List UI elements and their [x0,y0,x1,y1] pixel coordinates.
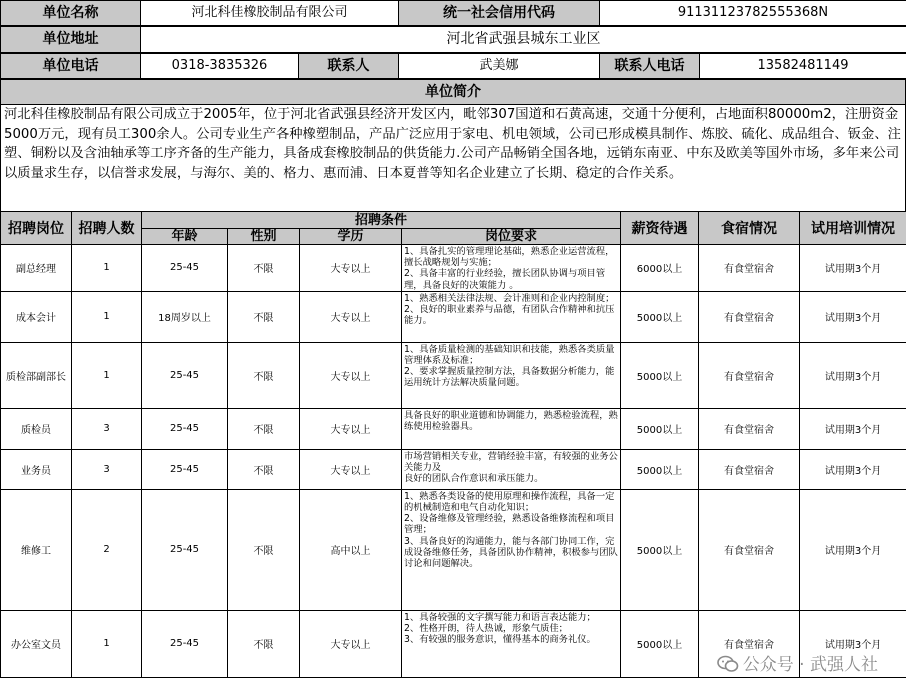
job-requirements [402,449,621,489]
job-requirements [402,610,621,677]
job-position: 维修工 [1,489,72,610]
company-phone: 0318-3835326 [141,54,299,79]
job-row [1,489,906,610]
job-salary: 5000以上 [621,449,699,489]
job-gender: 不限 [228,245,300,292]
job-gender: 不限 [228,291,300,342]
company-intro-table [0,79,906,212]
requirement-line: 1、具备质量检测的基础知识和技能，熟悉各类质量管理体系及标准； [404,343,615,367]
job-training: 试用期3个月 [800,610,906,677]
job-lodging: 有食堂宿舍 [699,342,800,408]
job-lodging: 有食堂宿舍 [699,291,800,342]
intro-title: 单位简介 [1,80,906,105]
job-education: 高中以上 [300,489,402,610]
job-education: 大专以上 [300,342,402,408]
contact-phone: 13582481149 [700,54,906,79]
job-salary: 6000以上 [621,245,699,292]
job-gender: 不限 [228,408,300,449]
requirement-line: 市场营销相关专业，营销经验丰富，有较强的业务公关能力及 [404,450,618,474]
col-training: 试用培训情况 [800,212,906,245]
job-education: 大专以上 [300,610,402,677]
contact-phone-label: 联系人电话 [600,54,700,79]
job-education: 大专以上 [300,245,402,292]
job-requirements [402,489,621,610]
job-lodging: 有食堂宿舍 [699,449,800,489]
jobs-table [0,211,906,678]
col-position: 招聘岗位 [1,212,72,245]
requirement-line: 1、熟悉各类设备的使用原理和操作流程，具备一定的机械制造和电气自动化知识； [404,490,615,514]
requirement-line: 具备良好的职业道德和协调能力，熟悉检验流程，熟练使用检验器具。 [404,409,618,433]
job-count: 3 [72,408,142,449]
job-position: 质检部副部长 [1,342,72,408]
col-age: 年龄 [142,229,228,245]
job-lodging: 有食堂宿舍 [699,489,800,610]
credit-code: 91131123782555368N [600,1,906,26]
job-training: 试用期3个月 [800,245,906,292]
requirement-line: 2、设备维修及管理经验，熟悉设备维修流程和项目管理； [404,513,615,536]
requirement-line: 2、性格开朗，待人热诚，形象气质佳； [404,623,568,635]
job-position: 成本会计 [1,291,72,342]
wechat-icon [717,655,739,673]
job-salary: 5000以上 [621,408,699,449]
watermark-text: 公众号 · 武强人社 [742,655,878,675]
job-row [1,408,906,449]
company-address: 河北省武强县城东工业区 [141,27,906,53]
job-age: 25-45 [142,245,228,292]
col-education: 学历 [300,229,402,245]
job-position: 业务员 [1,449,72,489]
address-label: 单位地址 [1,27,141,53]
intro-text: 河北科佳橡胶制品有限公司成立于2005年，位于河北省武强县经济开发区内，毗邻307国道和石黄高速，交通十分便利，占地面积80000m2，注册资金5000万元，现有员工300余人。公司专业生产各种橡塑制品，产品广泛应用于家电、机电领域，公司已形成模具制作、炼胶、硫化、成品组合、钣金、注塑、铜粉以及含油轴承等工序齐备的生产能力，具备成套橡胶制品的供货能力.公司产品畅销全国各地，远销东南亚、中东及欧美等国外市场，多年来公司以质量求生存，以信誉求发展，与海尔、美的、格力、惠而浦、日本夏普等知名企业建立了长期、稳定的合作关系。 [1,105,906,212]
requirement-line: 良好的团队合作意识和承压能力。 [404,473,544,485]
job-salary: 5000以上 [621,489,699,610]
job-requirements [402,408,621,449]
job-count: 1 [72,342,142,408]
job-count: 2 [72,489,142,610]
job-age: 25-45 [142,489,228,610]
requirement-line: 1、具备较强的文字撰写能力和语言表达能力； [404,611,596,623]
contact-label: 联系人 [299,54,399,79]
job-age: 25-45 [142,342,228,408]
requirement-line: 3、有较强的服务意识，懂得基本的商务礼仪。 [404,634,596,646]
job-training: 试用期3个月 [800,291,906,342]
job-salary: 5000以上 [621,342,699,408]
job-education: 大专以上 [300,291,402,342]
job-training: 试用期3个月 [800,408,906,449]
job-lodging: 有食堂宿舍 [699,610,800,677]
watermark [717,650,878,675]
job-requirements [402,342,621,408]
job-requirements [402,291,621,342]
job-education: 大专以上 [300,449,402,489]
job-row [1,449,906,489]
job-training: 试用期3个月 [800,449,906,489]
job-education: 大专以上 [300,408,402,449]
job-row [1,342,906,408]
job-requirements [402,245,621,292]
col-conditions: 招聘条件 [142,212,621,229]
job-count: 3 [72,449,142,489]
job-gender: 不限 [228,610,300,677]
company-name-label: 单位名称 [1,1,141,26]
job-age: 18周岁以上 [142,291,228,342]
col-requirements: 岗位要求 [402,229,621,245]
job-position: 副总经理 [1,245,72,292]
col-salary: 薪资待遇 [621,212,699,245]
job-count: 1 [72,245,142,292]
job-lodging: 有食堂宿舍 [699,408,800,449]
job-training: 试用期3个月 [800,342,906,408]
job-position: 质检员 [1,408,72,449]
company-address-table [0,26,906,53]
contact-name: 武美娜 [399,54,600,79]
requirement-line: 2、良好的职业素养与品德，有团队合作精神和抗压能力。 [404,304,615,327]
company-contact-table [0,53,906,79]
job-training: 试用期3个月 [800,489,906,610]
job-count: 1 [72,291,142,342]
job-gender: 不限 [228,342,300,408]
job-row [1,291,906,342]
company-info-table [0,0,906,26]
job-gender: 不限 [228,489,300,610]
col-lodging: 食宿情况 [699,212,800,245]
job-salary: 5000以上 [621,610,699,677]
phone-label: 单位电话 [1,54,141,79]
job-count: 1 [72,610,142,677]
credit-code-label: 统一社会信用代码 [399,1,600,26]
job-age: 25-45 [142,449,228,489]
job-gender: 不限 [228,449,300,489]
requirement-line: 2、具备丰富的行业经验，擅长团队协调与项目管理，具备良好的决策能力 。 [404,268,606,291]
requirement-line: 2、要求掌握质量控制方法，具备数据分析能力，能运用统计方法解决质量问题。 [404,366,615,389]
col-gender: 性别 [228,229,300,245]
job-age: 25-45 [142,610,228,677]
job-position: 办公室文员 [1,610,72,677]
job-row [1,245,906,292]
job-lodging: 有食堂宿舍 [699,245,800,292]
company-name: 河北科佳橡胶制品有限公司 [141,1,399,26]
requirement-line: 1、具备扎实的管理理论基础，熟悉企业运营流程，擅长战略规划与实施； [404,246,615,269]
requirement-line: 1、熟悉相关法律法规、会计准则和企业内控制度； [404,292,615,304]
job-age: 25-45 [142,408,228,449]
job-salary: 5000以上 [621,291,699,342]
col-count: 招聘人数 [72,212,142,245]
requirement-line: 3、具备良好的沟通能力，能与各部门协同工作，完成设备维修任务，具备团队协作精神，积极参与团队讨论和问题解决。 [404,535,618,570]
